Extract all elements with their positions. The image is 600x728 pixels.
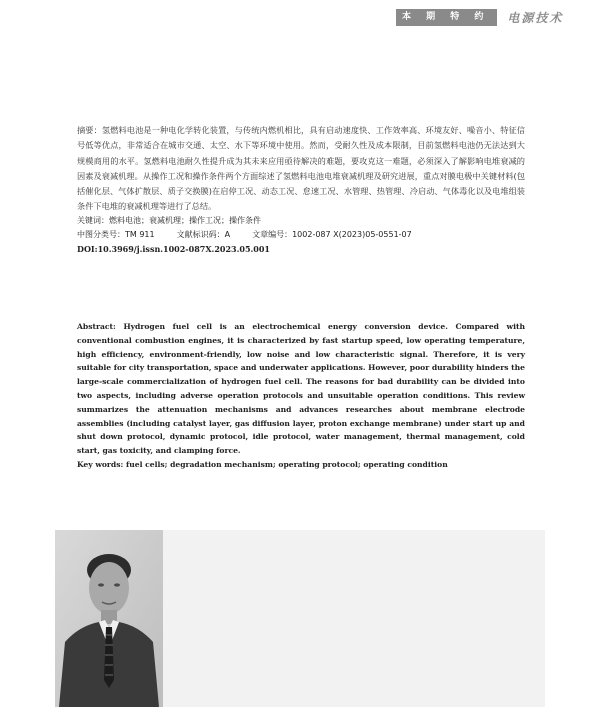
keywords-cn-label: 关键词： — [77, 216, 109, 225]
author-portrait-image — [55, 530, 163, 707]
journal-brand: 电源技术 — [507, 11, 564, 25]
doc-code-value: A — [224, 230, 231, 239]
clc-value: TM 911 — [125, 230, 155, 239]
classification-row — [77, 228, 525, 242]
abstract-cn-label: 摘要： — [77, 125, 102, 135]
abstract-en-label: Abstract: — [77, 322, 124, 331]
article-no-value: 1002-087 X(2023)05-0551-07 — [292, 230, 412, 239]
clc-label: 中图分类号： — [77, 230, 125, 239]
doi-label: DOI: — [77, 244, 98, 254]
keywords-cn-text: 燃料电池；衰减机理；操作工况；操作条件 — [109, 216, 261, 225]
keywords-cn — [77, 214, 525, 228]
header-banner — [396, 9, 596, 26]
keywords-en-text: fuel cells; degradation mechanism; operating protocol; operating condition — [125, 459, 448, 469]
abstract-cn-text: 氢燃料电池是一种电化学转化装置，与传统内燃机相比，具有启动速度快、工作效率高、环境友好、噪音小、特征信号低等优点，非常适合在城市交通、太空、水下等环境中使用。然而，受耐久性及成本限制，目前氢燃料电池仍无法达到大规模商用的水平。氢燃料电池耐久性提升成为其未来应用亟待解决的难题，要攻克这一难题，必须深入了解影响电堆衰减的因素及衰减机理。从操作工况和操作条件两个方面综述了氢燃料电池电堆衰减机理及研究进展，重点对膜电极中关键材料(包括催化层、气体扩散层、质子交换膜)在启停工况、动态工况、怠速工况、水管理、热管理、冷启动、气体毒化以及电堆组装条件下电堆的衰减机理等进行了总结。 — [77, 125, 525, 212]
article-meta — [77, 214, 525, 256]
abstract-en-text: Hydrogen fuel cell is an electrochemical energy conversion device. Compared with conventional combustion engines, it is characterized by fast startup speed, low operating temperature, high efficiency, environment-friendly, low noise and low characteristic signal. Therefore, it is very suitable for city transportation, space and underwater applications. However, poor durability hinders the large-scale commercialization of hydrogen fuel cell. The reasons for bad durability can be divided into two aspects, including adverse operation protocols and unsuitable operation conditions. This review summarizes the attenuation mechanisms and advances researches about membrane electrode assemblies (including catalyst layer, gas diffusion layer, proton exchange membrane) under start up and shut down protocol, dynamic protocol, idle protocol, water management, thermal management, cold start, gas toxicity, and clamping force. — [77, 322, 525, 456]
author-photo — [55, 530, 163, 707]
abstract-en — [77, 320, 525, 472]
abstract-cn — [77, 123, 525, 215]
doi-value: 10.3969/j.issn.1002-087X.2023.05.001 — [97, 244, 270, 254]
doi-row — [77, 242, 525, 256]
doc-code-label: 文献标识码： — [176, 230, 225, 239]
section-tag: 本 期 特 约 — [396, 9, 497, 26]
keywords-en-label: Key words: — [77, 459, 126, 469]
article-no-label: 文章编号： — [252, 230, 293, 239]
